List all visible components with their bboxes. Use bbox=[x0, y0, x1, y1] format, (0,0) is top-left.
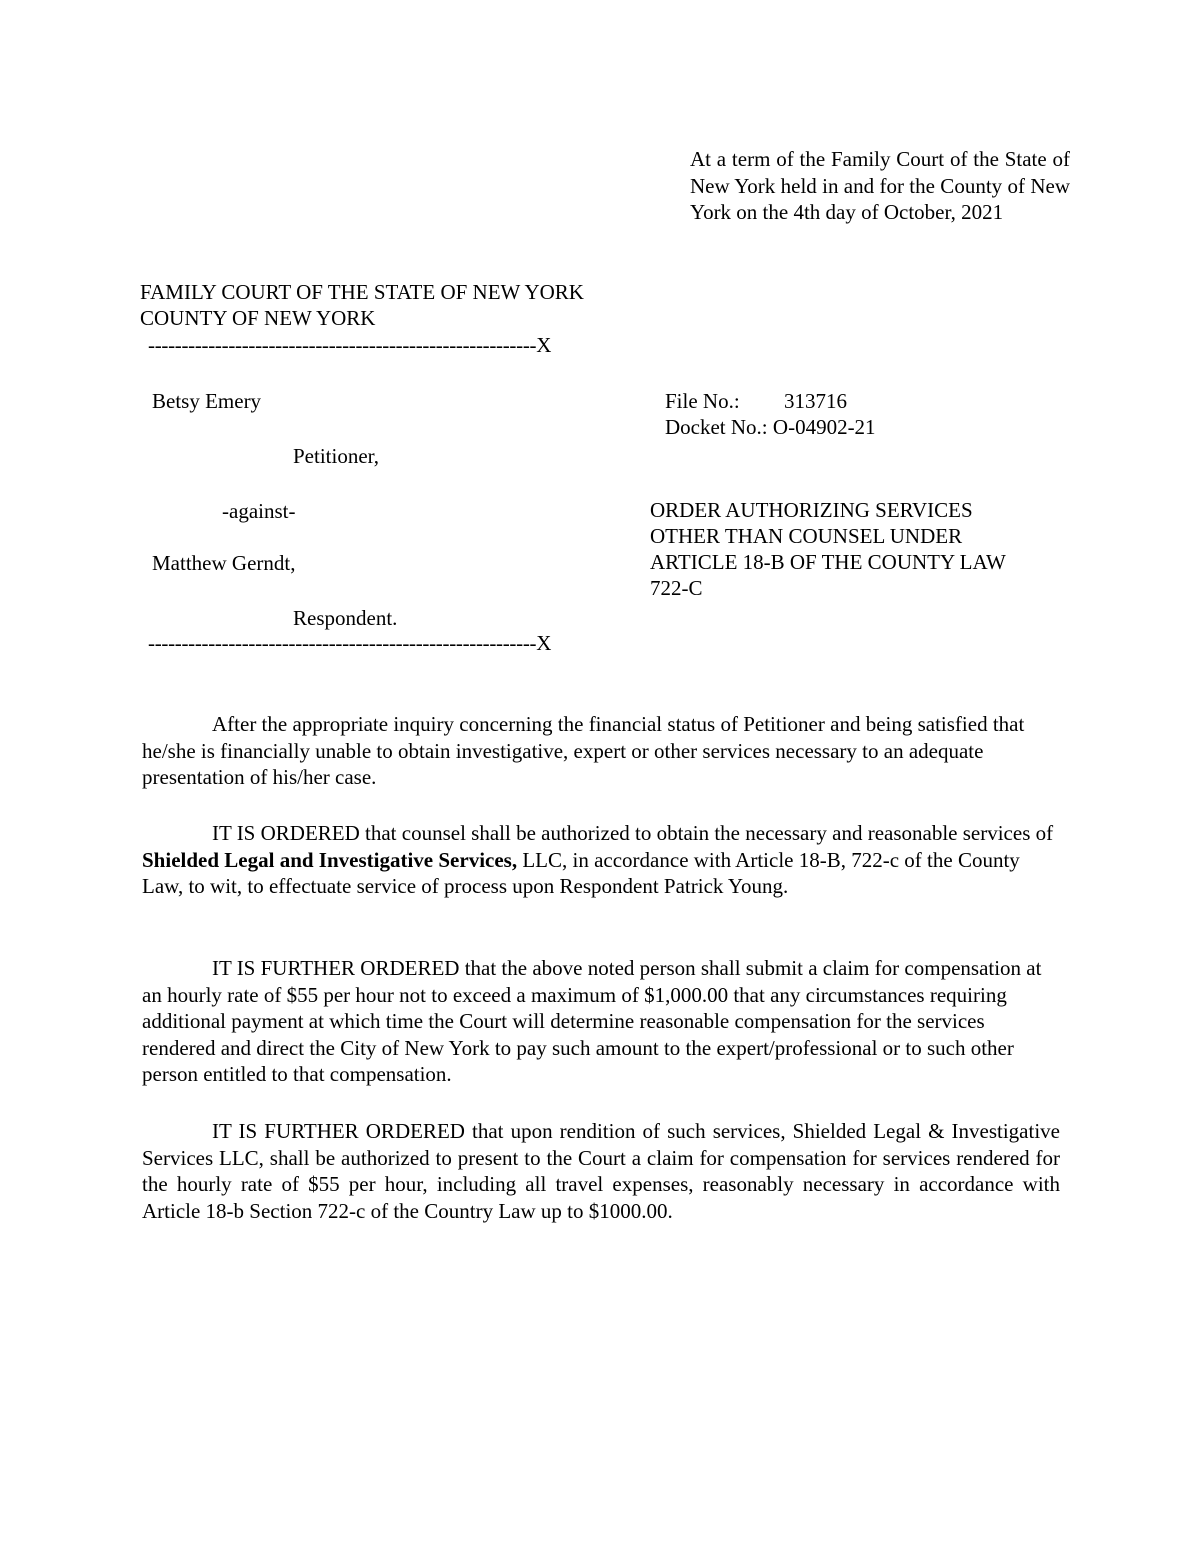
petitioner-role: Petitioner, bbox=[293, 444, 380, 468]
order-title-line-1: ORDER AUTHORIZING SERVICES bbox=[650, 498, 973, 522]
docket-number-value: O-04902-21 bbox=[772, 415, 876, 439]
paragraph-further-ordered-compensation: IT IS FURTHER ORDERED that the above noted person shall submit a claim for compensation at an hourly rate of $55 per hour not to exceed a maximum of $1,000.00 that any circumstances requiring additional payment at which time the Court will determine reasonable compensation for the services rendered and direct the City of New York to pay such amount to the expert/professional or to such other person entitled to that compensation. bbox=[142, 956, 1042, 1087]
respondent-role: Respondent. bbox=[293, 606, 398, 630]
court-heading-line-2: COUNTY OF NEW YORK bbox=[140, 306, 376, 330]
file-number-label: File No.: bbox=[665, 389, 740, 413]
caption-divider-bottom: ----------------------------------------------------------X bbox=[148, 631, 552, 655]
court-heading bbox=[140, 279, 584, 331]
file-number-value: 313716 bbox=[784, 389, 847, 413]
docket-number bbox=[665, 414, 876, 440]
caption-divider-top: ----------------------------------------------------------X bbox=[148, 333, 552, 357]
docket-number-label: Docket No.: bbox=[665, 415, 768, 439]
paragraph-ordered-text-1: IT IS ORDERED that counsel shall be authorized to obtain the necessary and reasonable services of bbox=[212, 821, 1054, 845]
paragraph-further-ordered-claim: IT IS FURTHER ORDERED that upon rendition of such services, Shielded Legal & Investigative Services LLC, shall be authorized to present to the Court a claim for compensation for services rendered for the hourly rate of $55 per hour, including all travel expenses, reasonably necessary in accordance with Article 18-b Section 722-c of the Country Law up to $1000.00. bbox=[142, 1119, 1060, 1223]
paragraph-ordered bbox=[142, 820, 1060, 900]
order-title-line-2: OTHER THAN COUNSEL UNDER bbox=[650, 524, 963, 548]
against-label: -against- bbox=[222, 499, 296, 523]
order-title-line-3: ARTICLE 18-B OF THE COUNTY LAW bbox=[650, 550, 1006, 574]
court-heading-line-1: FAMILY COURT OF THE STATE OF NEW YORK bbox=[140, 280, 584, 304]
paragraph-inquiry: After the appropriate inquiry concerning the financial status of Petitioner and being satisfied that he/she is financially unable to obtain investigative, expert or other services necessary to an adequate presentation of his/her case. bbox=[142, 712, 1025, 790]
petitioner-name: Betsy Emery bbox=[152, 389, 262, 413]
vendor-name-bold: Shielded Legal and Investigative Services, bbox=[142, 847, 518, 872]
paragraph-ordered-text-2: LLC, in accordance with Article 18-B, 722-c of the County Law, to wit, to effectuate service of process upon Respondent Patrick Young. bbox=[142, 847, 1020, 899]
term-of-court-block: At a term of the Family Court of the State of New York held in and for the County of New York on the 4th day of October, 2021 bbox=[690, 147, 1070, 225]
order-title-line-4: 722-C bbox=[650, 576, 703, 600]
respondent-name: Matthew Gerndt, bbox=[152, 551, 296, 575]
